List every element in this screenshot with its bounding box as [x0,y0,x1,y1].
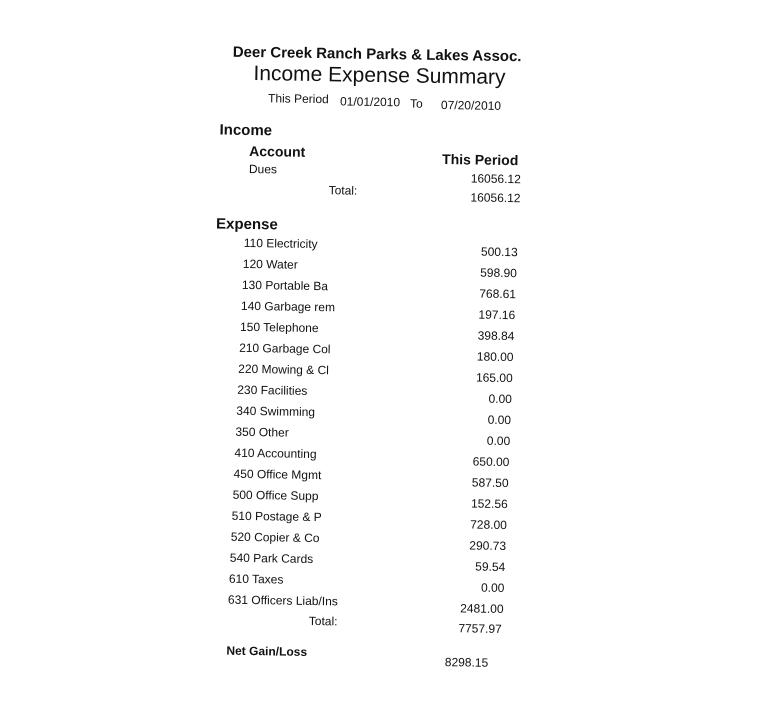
expense-row-value: 290.73 [469,538,507,554]
income-row-label: Dues [248,161,278,177]
expense-row-label: 520 Copier & Co [230,529,320,546]
expense-row-value: 768.61 [479,286,517,302]
expense-row-value: 728.00 [470,517,508,533]
expense-row-value: 587.50 [471,475,509,491]
report-title: Income Expense Summary [253,62,506,89]
expense-row-label: 210 Garbage Col [239,340,331,357]
expense-row-value: 180.00 [476,349,514,365]
period-to-date: 07/20/2010 [440,97,502,113]
expense-total-label: Total: [308,613,338,629]
expense-row-label: 510 Postage & P [231,508,322,525]
expense-row-value: 398.84 [477,328,515,344]
expense-row-value: 500.13 [480,244,518,260]
expense-row-label: 450 Office Mgmt [233,466,322,483]
this-period-column-header: This Period [442,150,519,169]
expense-row-label: 220 Mowing & Cl [238,361,330,378]
expense-row-label: 230 Facilities [237,382,308,398]
expense-row-value: 0.00 [486,433,511,449]
expense-row-label: 410 Accounting [234,445,317,462]
expense-row-value: 197.16 [478,307,516,323]
expense-total-value: 7757.97 [458,621,502,636]
period-to-label: To [409,96,423,111]
expense-row-value: 0.00 [480,580,505,596]
period-label: This Period [267,91,329,107]
net-gain-loss-value: 8298.15 [444,655,489,670]
expense-row-label: 340 Swimming [236,403,316,420]
income-heading: Income [219,121,273,140]
expense-row-value: 2481.00 [460,601,504,617]
expense-row-value: 0.00 [487,412,512,428]
org-name: Deer Creek Ranch Parks & Lakes Assoc. [232,43,522,66]
income-row-value: 16056.12 [470,171,521,187]
expense-row-value: 59.54 [475,559,506,575]
expense-row-label: 140 Garbage rem [240,298,336,315]
expense-row-label: 631 Officers Liab/Ins [227,592,338,609]
expense-row-label: 610 Taxes [228,571,284,587]
expense-row-label: 150 Telephone [239,319,319,336]
expense-row-value: 165.00 [475,370,513,386]
expense-row-label: 350 Other [235,424,289,440]
expense-row-value: 152.56 [470,496,508,512]
expense-row-label: 500 Office Supp [232,487,319,504]
account-column-header: Account [249,142,306,160]
net-gain-loss-label: Net Gain/Loss [226,643,308,659]
expense-row-value: 0.00 [488,391,512,407]
expense-heading: Expense [215,215,278,234]
expense-row-value: 650.00 [472,454,510,470]
income-total-value: 16056.12 [470,190,521,206]
expense-row-label: 120 Water [242,256,298,272]
expense-row-label: 540 Park Cards [229,550,314,567]
expense-row-label: 110 Electricity [243,235,318,252]
period-from-date: 01/01/2010 [339,94,401,110]
expense-row-value: 598.90 [480,265,517,281]
expense-row-label: 130 Portable Ba [241,277,329,294]
income-total-label: Total: [328,183,358,198]
